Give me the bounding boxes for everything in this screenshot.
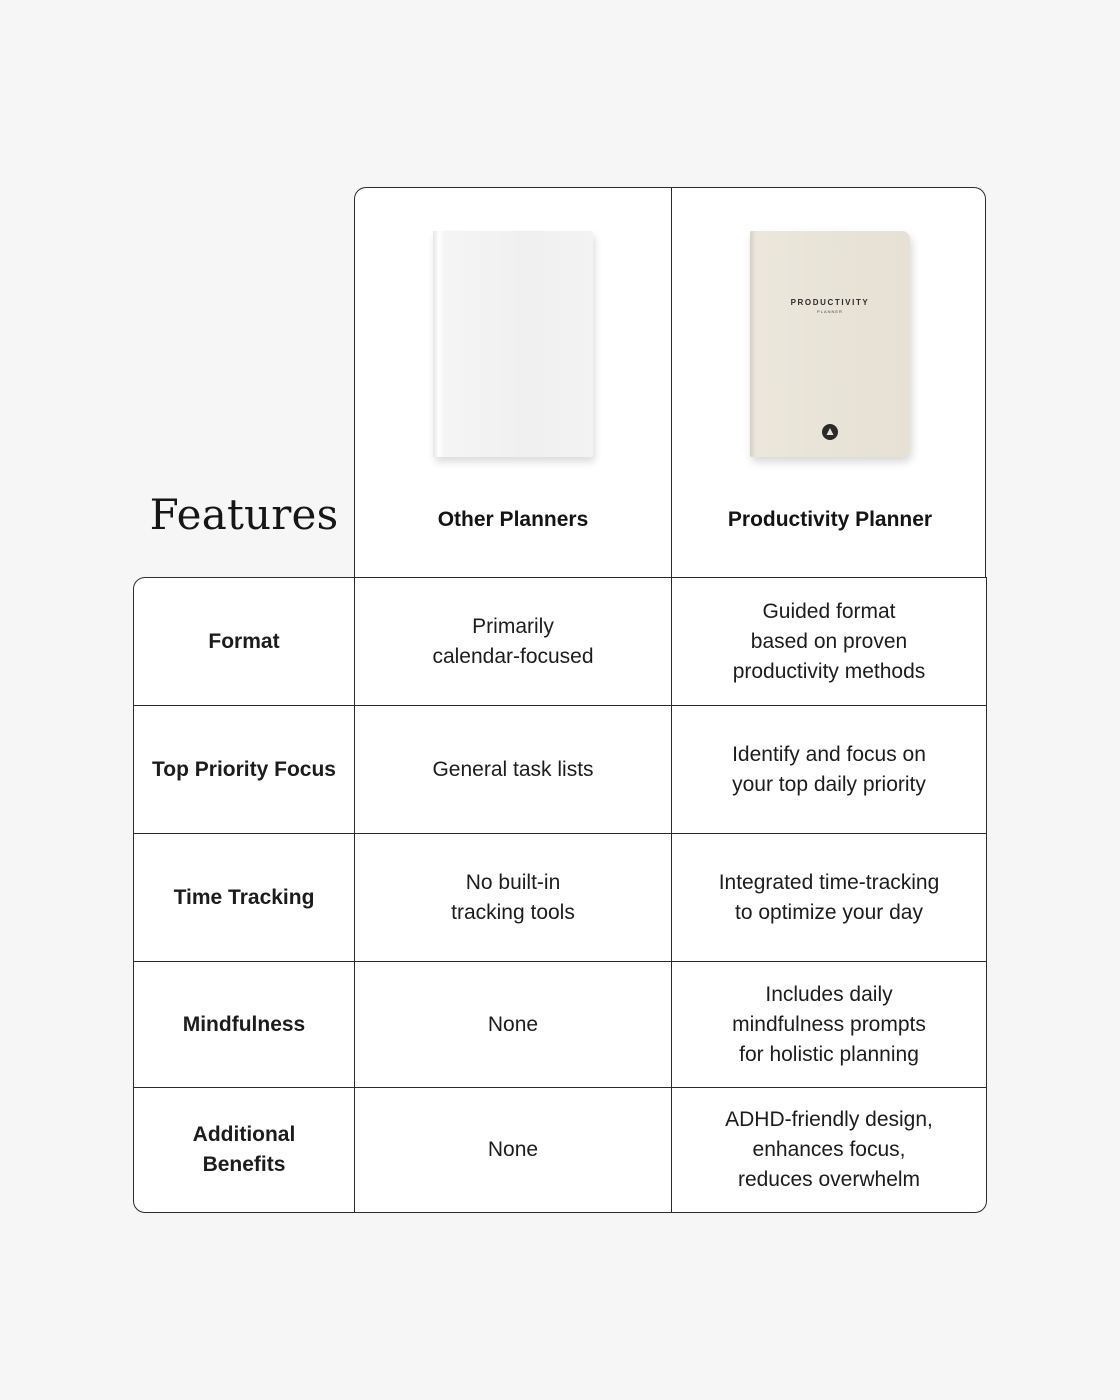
feature-name: Time Tracking bbox=[173, 885, 315, 909]
features-heading: Features bbox=[149, 490, 339, 539]
productivity-planner-label: Productivity Planner bbox=[727, 508, 933, 531]
productivity-planner-value: Guided format based on proven productivity methods bbox=[732, 599, 926, 683]
table-row bbox=[134, 578, 986, 705]
other-planners-value: No built-in tracking tools bbox=[451, 870, 575, 924]
feature-name: Additional Benefits bbox=[192, 1122, 296, 1176]
other-planners-header bbox=[355, 188, 671, 578]
feature-name: Mindfulness bbox=[182, 1012, 306, 1036]
productivity-planner-value: Includes daily mindfulness prompts for holistic planning bbox=[732, 982, 926, 1066]
feature-name: Top Priority Focus bbox=[152, 757, 336, 781]
comparison-header bbox=[354, 187, 986, 577]
table-row bbox=[134, 834, 986, 961]
book-cover-title: PRODUCTIVITY bbox=[790, 298, 870, 307]
other-planner-book-image bbox=[433, 231, 593, 457]
plain-book-cover bbox=[433, 231, 593, 457]
other-planners-value: Primarily calendar-focused bbox=[432, 614, 594, 668]
feature-name: Format bbox=[208, 629, 280, 653]
table-row bbox=[134, 706, 986, 833]
other-planners-value: None bbox=[487, 1137, 539, 1161]
productivity-planner-header bbox=[672, 188, 988, 578]
brand-logo-icon bbox=[822, 424, 838, 440]
productivity-planner-value: Integrated time-tracking to optimize your day bbox=[718, 870, 940, 924]
other-planners-value: None bbox=[487, 1012, 539, 1036]
book-cover-subtitle: PLANNER bbox=[817, 309, 843, 314]
table-row bbox=[134, 1086, 986, 1213]
table-row bbox=[134, 961, 986, 1088]
comparison-table bbox=[133, 577, 987, 1213]
productivity-planner-book-image bbox=[750, 231, 910, 457]
other-planners-value: General task lists bbox=[432, 757, 594, 781]
other-planners-label: Other Planners bbox=[437, 508, 589, 531]
productivity-planner-value: ADHD-friendly design, enhances focus, reduces overwhelm bbox=[725, 1107, 933, 1191]
productivity-planner-value: Identify and focus on your top daily priority bbox=[732, 742, 926, 796]
